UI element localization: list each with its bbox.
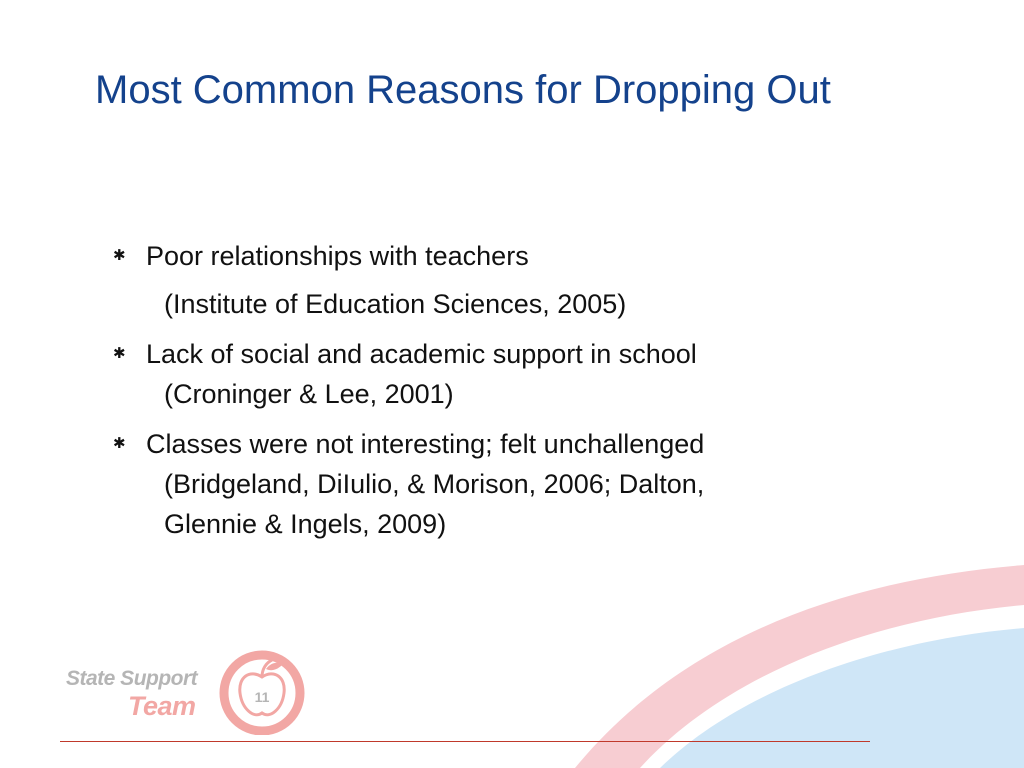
bullet-item <box>113 236 893 324</box>
bullet-text: Poor relationships with teachers <box>146 241 529 271</box>
bullet-citation: (Institute of Education Sciences, 2005) <box>164 289 627 319</box>
logo-number: 11 <box>254 689 270 705</box>
bullet-item <box>113 424 893 544</box>
bullet-item <box>113 334 893 414</box>
bullet-citation: Glennie & Ingels, 2009) <box>164 509 447 539</box>
logo-text-line1: State Support <box>66 667 198 690</box>
asterisk-bullet-icon: ✱ <box>113 247 126 264</box>
apple-icon <box>216 647 308 735</box>
bullet-citation: (Bridgeland, DiIulio, & Morison, 2006; Dalton, <box>164 469 705 499</box>
asterisk-bullet-icon: ✱ <box>113 435 126 452</box>
logo-text-line2: Team <box>128 691 196 721</box>
state-support-team-logo <box>64 645 314 735</box>
bullet-text: Classes were not interesting; felt unchallenged <box>146 429 705 459</box>
footer-divider <box>60 741 870 742</box>
bullet-list <box>113 236 893 544</box>
bullet-citation: (Croninger & Lee, 2001) <box>164 379 454 409</box>
bullet-text: Lack of social and academic support in school <box>146 339 697 369</box>
asterisk-bullet-icon: ✱ <box>113 345 126 362</box>
slide-title: Most Common Reasons for Dropping Out <box>95 68 831 112</box>
